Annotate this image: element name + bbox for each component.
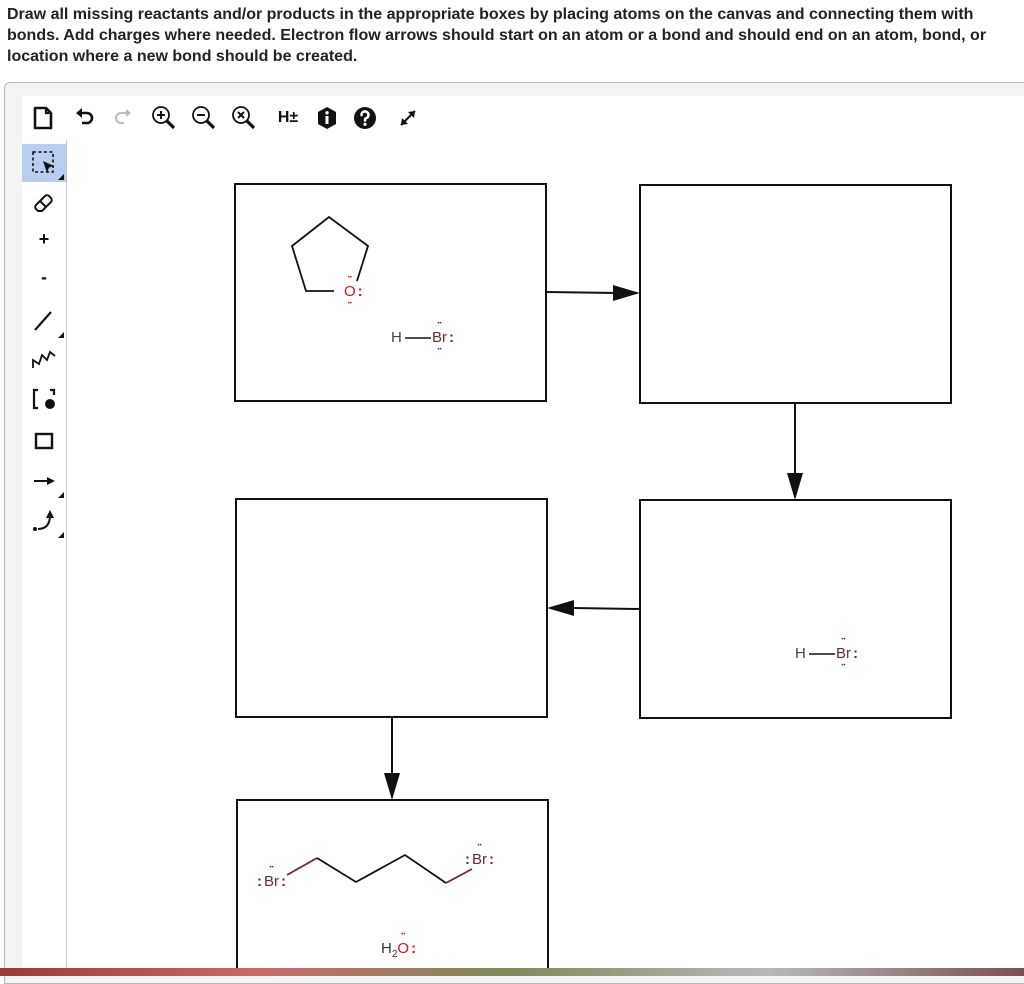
dibromobutane-chain xyxy=(287,855,472,883)
water: $H_2••$ O : xyxy=(381,940,416,964)
instructions-text: Draw all missing reactants and/or products in the appropriate boxes by placing atoms on the canvas and connecting them with bonds. Add charges where needed. Electron flow arrows should start on an atom or a bond and should end on an atom, bond, or location where a new bond should be created. xyxy=(7,6,987,65)
decrease-charge-tool[interactable]: - xyxy=(41,266,47,287)
eraser-icon[interactable] xyxy=(22,184,66,222)
increase-charge-tool[interactable]: + xyxy=(38,228,50,249)
box-3 xyxy=(236,499,547,717)
hydrogen-toggle[interactable]: H± xyxy=(277,109,299,126)
curved-arrow-tool[interactable] xyxy=(22,502,66,540)
help-icon[interactable] xyxy=(348,96,382,140)
tool-sidebar xyxy=(22,140,67,976)
box-4 xyxy=(640,500,951,718)
canvas-drawing xyxy=(67,140,1024,970)
undo-icon[interactable] xyxy=(68,96,102,140)
br-left: :•• Br : xyxy=(257,873,286,891)
br-right: :•• Br : xyxy=(465,851,494,869)
box-1 xyxy=(235,184,546,401)
single-bond-tool[interactable] xyxy=(22,302,66,340)
info-icon[interactable] xyxy=(310,96,344,140)
hbr-1-br: •• Br •• : xyxy=(432,329,454,347)
hbr-4-h: H xyxy=(795,645,806,662)
arrow-box4-to-box3 xyxy=(547,600,640,616)
thf-ring xyxy=(292,217,368,291)
hbr-1-h: H xyxy=(391,329,402,346)
zoom-in-icon[interactable] xyxy=(146,96,182,140)
rectangle-tool[interactable] xyxy=(22,422,66,460)
hbr-4-br: •• Br •• : xyxy=(836,645,858,663)
select-tool[interactable] xyxy=(22,144,66,182)
fullscreen-icon[interactable] xyxy=(388,96,428,140)
zoom-reset-icon[interactable] xyxy=(226,96,262,140)
template-tool[interactable] xyxy=(22,380,66,418)
arrow-box2-to-box4 xyxy=(787,403,803,500)
drawing-canvas[interactable] xyxy=(67,140,1024,970)
reaction-arrow-tool[interactable] xyxy=(22,462,66,500)
editor-toolbar xyxy=(22,96,1024,140)
box-2 xyxy=(640,185,951,403)
new-document-icon[interactable] xyxy=(26,96,60,140)
zoom-out-icon[interactable] xyxy=(186,96,222,140)
arrow-box3-to-box5 xyxy=(384,717,400,800)
redo-icon[interactable] xyxy=(108,96,138,140)
arrow-box1-to-box2 xyxy=(546,285,640,301)
ring-oxygen: •• O •• : xyxy=(344,283,363,301)
window-bottom-edge xyxy=(0,968,1024,976)
chain-tool[interactable] xyxy=(22,340,66,378)
